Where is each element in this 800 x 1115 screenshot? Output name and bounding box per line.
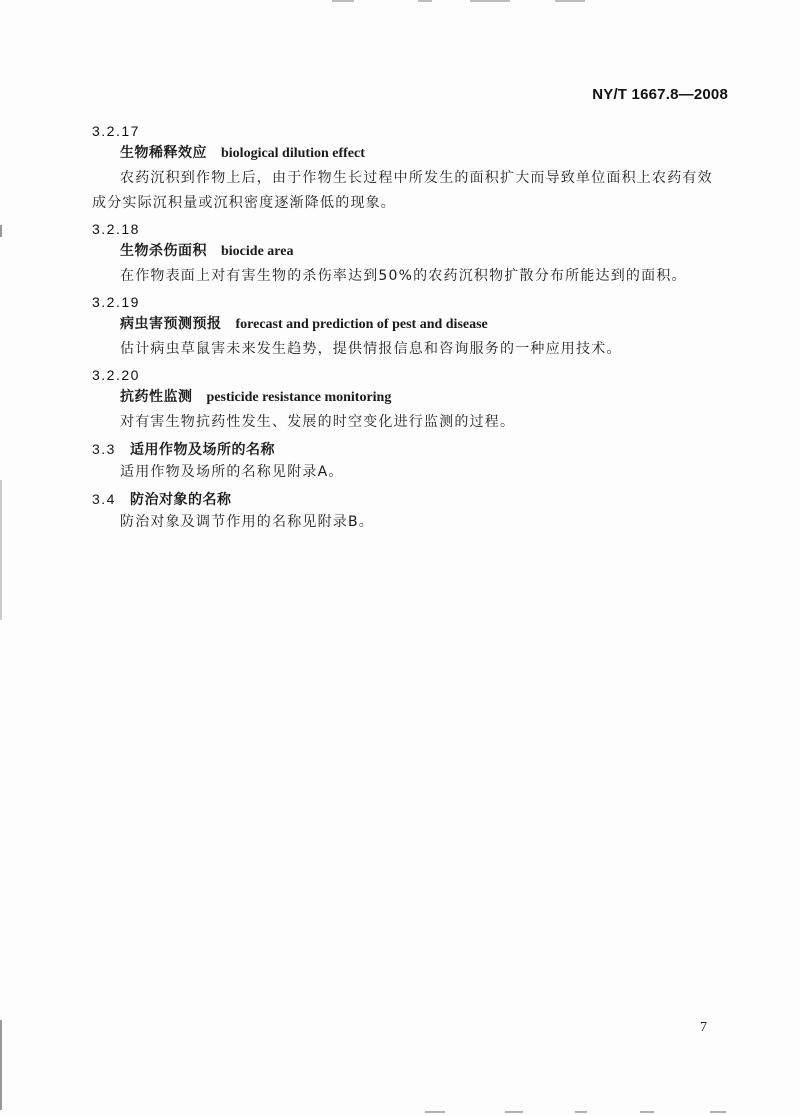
- term-definition: 在作物表面上对有害生物的杀伤率达到50%的农药沉积物扩散分布所能达到的面积。: [120, 268, 687, 284]
- term-entry: [92, 218, 717, 289]
- term-english: biocide area: [221, 244, 294, 259]
- term-chinese: 病虫害预测预报: [120, 316, 222, 332]
- clause-number: 3.2.19: [92, 294, 140, 310]
- section-number: 3.4: [92, 491, 116, 507]
- scan-mark: [0, 1020, 2, 1110]
- standard-number: NY/T 1667.8—2008: [592, 86, 728, 103]
- term-chinese: 抗药性监测: [120, 389, 193, 405]
- clause-number: 3.2.18: [92, 221, 140, 237]
- scan-mark: [418, 0, 432, 2]
- scan-mark: [710, 1111, 726, 1113]
- scan-mark: [505, 1111, 523, 1113]
- term-chinese: 生物杀伤面积: [120, 243, 207, 259]
- section-title: 适用作物及场所的名称: [130, 442, 275, 458]
- term-definition: 农药沉积到作物上后，由于作物生长过程中所发生的面积扩大而导致单位面积上农药有效成分实际沉积量或沉积密度逐渐降低的现象。: [92, 170, 713, 211]
- term-heading: [120, 240, 717, 262]
- term-entry: [92, 364, 717, 435]
- scan-mark: [555, 0, 585, 2]
- term-english: forecast and prediction of pest and disease: [235, 317, 488, 332]
- scan-mark: [575, 1111, 587, 1113]
- section-body: 适用作物及场所的名称见附录A。: [120, 464, 344, 480]
- term-heading: [120, 386, 717, 408]
- term-heading: [120, 313, 717, 335]
- scan-mark: [0, 480, 2, 620]
- scan-mark: [470, 0, 510, 2]
- section-entry: [92, 488, 717, 535]
- term-english: pesticide resistance monitoring: [206, 390, 392, 405]
- section-heading: [92, 438, 717, 460]
- term-chinese: 生物稀释效应: [120, 145, 207, 161]
- scan-mark: [425, 1111, 445, 1113]
- section-number: 3.3: [92, 441, 116, 457]
- scan-mark: [0, 225, 2, 237]
- term-entry: [92, 291, 717, 362]
- section-entry: [92, 438, 717, 485]
- scan-mark: [640, 1111, 654, 1113]
- clause-number: 3.2.20: [92, 367, 140, 383]
- term-definition: 估计病虫草鼠害未来发生趋势，提供情报信息和咨询服务的一种应用技术。: [120, 341, 622, 357]
- scan-mark: [332, 0, 354, 2]
- term-entry: [92, 120, 717, 216]
- term-english: biological dilution effect: [221, 146, 365, 161]
- clause-number: 3.2.17: [92, 123, 140, 139]
- section-heading: [92, 488, 717, 510]
- term-definition: 对有害生物抗药性发生、发展的时空变化进行监测的过程。: [120, 414, 516, 430]
- page-number: 7: [700, 1020, 707, 1035]
- document-body: [92, 120, 717, 535]
- section-body: 防治对象及调节作用的名称见附录B。: [120, 514, 375, 530]
- section-title: 防治对象的名称: [130, 492, 232, 508]
- term-heading: [120, 142, 717, 164]
